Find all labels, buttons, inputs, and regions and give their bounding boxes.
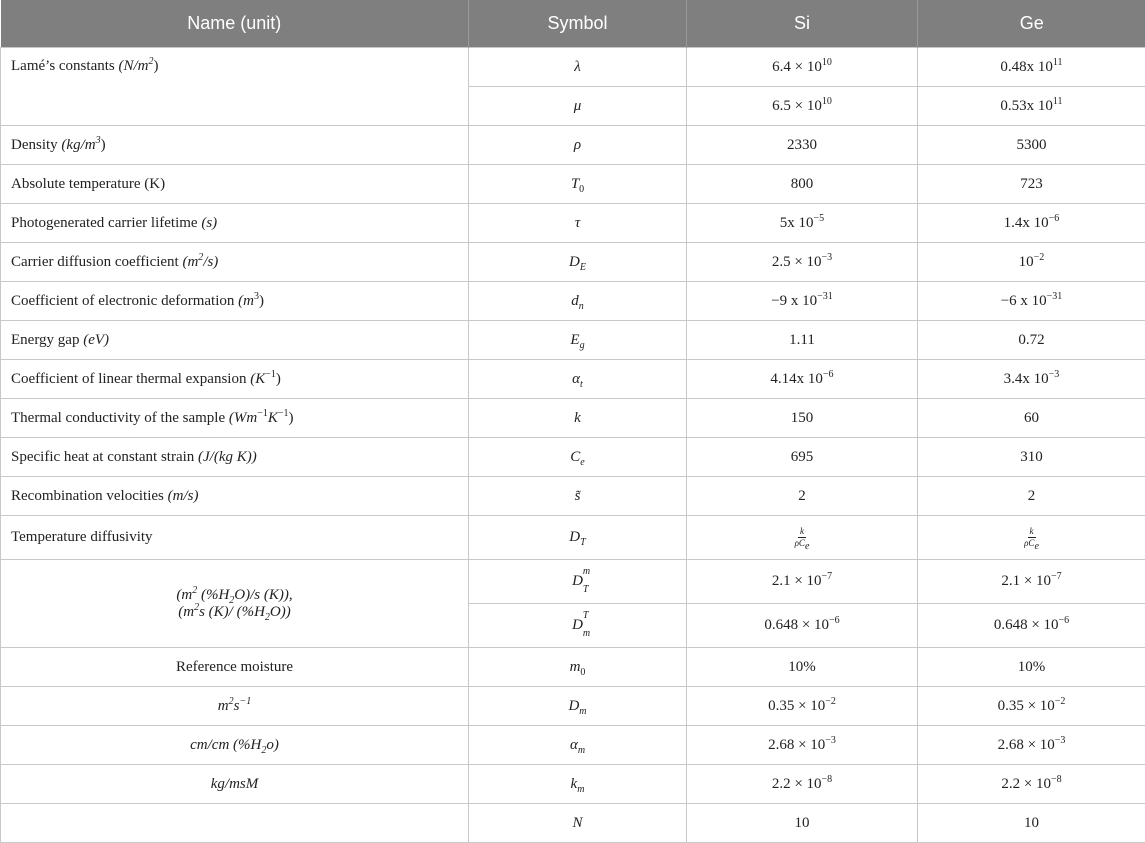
row-name: cm/cm $(\%H_2o)$	[1, 726, 469, 765]
header-si: Si	[687, 0, 918, 48]
row-symbol: $T_0$	[469, 165, 687, 204]
row-si: 10%	[687, 648, 918, 687]
row-ge: $10^{-2}$	[918, 243, 1145, 282]
row-si: 2330	[687, 126, 918, 165]
row-symbol: τ	[469, 204, 687, 243]
table-row	[1, 726, 1145, 765]
row-symbol: D T m	[469, 604, 687, 648]
row-name: Thermal conductivity of the sample $(Wm^{-1}K^{-1})$	[1, 399, 469, 438]
row-si: $0.648 \times 10^{-6}$	[687, 604, 918, 648]
row-symbol: $D_T$	[469, 516, 687, 560]
row-symbol: k	[469, 399, 687, 438]
row-name: Lamé’s constants $(N/m^2)$	[1, 48, 469, 126]
row-symbol: s̃	[469, 477, 687, 516]
row-si: 2	[687, 477, 918, 516]
table-row	[1, 243, 1145, 282]
row-symbol: $k_m$	[469, 765, 687, 804]
row-symbol: N	[469, 804, 687, 843]
row-si: $6.4 \times 10^{10}$	[687, 48, 918, 87]
row-si: $2.5 \times 10^{-3}$	[687, 243, 918, 282]
row-ge: −6 x $10^{-31}$	[918, 282, 1145, 321]
row-name: Coefficient of linear thermal expansion $(K^{-1})$	[1, 360, 469, 399]
row-ge: $0.648 \times 10^{-6}$	[918, 604, 1145, 648]
row-ge: $0.35 \times 10^{-2}$	[918, 687, 1145, 726]
fraction: $\frac{k}{\rho C_e}$	[1024, 527, 1039, 548]
row-ge	[918, 516, 1145, 560]
table-row	[1, 321, 1145, 360]
row-ge: $2.1 \times 10^{-7}$	[918, 560, 1145, 604]
table-row	[1, 438, 1145, 477]
row-si: 10	[687, 804, 918, 843]
table-row	[1, 126, 1145, 165]
row-symbol: μ	[469, 87, 687, 126]
row-si: −9 x $10^{-31}$	[687, 282, 918, 321]
header-symbol: Symbol	[469, 0, 687, 48]
row-ge: 10%	[918, 648, 1145, 687]
row-name: Recombination velocities (m/s)	[1, 477, 469, 516]
row-name: Carrier diffusion coefficient $(m^2/s)$	[1, 243, 469, 282]
row-name: Specific heat at constant strain (J/(kg K))	[1, 438, 469, 477]
row-ge: 0.48x $10^{11}$	[918, 48, 1145, 87]
header-row	[1, 0, 1145, 48]
row-ge: 0.53x $10^{11}$	[918, 87, 1145, 126]
row-name: ($m^2$ $(\%H_2O)/s$ (K)), ($m^2s$ (K)/ $(\%H_2O)$)	[1, 560, 469, 648]
row-si: 695	[687, 438, 918, 477]
table-row	[1, 560, 1145, 604]
row-si: $2.1 \times 10^{-7}$	[687, 560, 918, 604]
row-si: 800	[687, 165, 918, 204]
row-name: $m^2s^{-1}$	[1, 687, 469, 726]
row-name: kg/msM	[1, 765, 469, 804]
row-ge: 3.4x $10^{-3}$	[918, 360, 1145, 399]
row-symbol: $E_g$	[469, 321, 687, 360]
row-si: 150	[687, 399, 918, 438]
table-row	[1, 399, 1145, 438]
header-ge: Ge	[918, 0, 1145, 48]
table-row	[1, 804, 1145, 843]
row-si: 5x $10^{-5}$	[687, 204, 918, 243]
row-symbol: $C_e$	[469, 438, 687, 477]
table-row	[1, 687, 1145, 726]
row-si: $2.2 \times 10^{-8}$	[687, 765, 918, 804]
row-si	[687, 516, 918, 560]
row-name: Density $(kg/m^3)$	[1, 126, 469, 165]
row-ge: 310	[918, 438, 1145, 477]
row-ge: 723	[918, 165, 1145, 204]
row-ge: $2.68 \times 10^{-3}$	[918, 726, 1145, 765]
row-si: 1.11	[687, 321, 918, 360]
row-symbol: $\alpha_t$	[469, 360, 687, 399]
row-name: Absolute temperature (K)	[1, 165, 469, 204]
table-row	[1, 282, 1145, 321]
row-symbol: $m_0$	[469, 648, 687, 687]
table-row	[1, 765, 1145, 804]
row-ge: 2	[918, 477, 1145, 516]
table-row	[1, 477, 1145, 516]
table-row	[1, 360, 1145, 399]
row-symbol: $d_n$	[469, 282, 687, 321]
row-si: 4.14x $10^{-6}$	[687, 360, 918, 399]
row-symbol: D m T	[469, 560, 687, 604]
row-name: Coefficient of electronic deformation $(m^3)$	[1, 282, 469, 321]
row-symbol: λ	[469, 48, 687, 87]
row-symbol: $\alpha_m$	[469, 726, 687, 765]
table-row	[1, 516, 1145, 560]
table-row	[1, 165, 1145, 204]
row-ge: $2.2 \times 10^{-8}$	[918, 765, 1145, 804]
header-name-unit: Name (unit)	[1, 0, 469, 48]
row-symbol: $D_m$	[469, 687, 687, 726]
row-ge: 5300	[918, 126, 1145, 165]
row-ge: 1.4x $10^{-6}$	[918, 204, 1145, 243]
row-symbol: ρ	[469, 126, 687, 165]
row-name: Photogenerated carrier lifetime (s)	[1, 204, 469, 243]
row-si: $0.35 \times 10^{-2}$	[687, 687, 918, 726]
row-ge: 0.72	[918, 321, 1145, 360]
row-symbol: $D_E$	[469, 243, 687, 282]
row-ge: 10	[918, 804, 1145, 843]
table-row	[1, 204, 1145, 243]
row-si: $2.68 \times 10^{-3}$	[687, 726, 918, 765]
fraction: $\frac{k}{\rho C_e}$	[795, 527, 810, 548]
table-row	[1, 48, 1145, 87]
row-name: Energy gap (eV)	[1, 321, 469, 360]
row-name: Reference moisture	[1, 648, 469, 687]
row-ge: 60	[918, 399, 1145, 438]
row-name	[1, 804, 469, 843]
row-name: Temperature diffusivity	[1, 516, 469, 560]
table-row	[1, 648, 1145, 687]
row-si: $6.5 \times 10^{10}$	[687, 87, 918, 126]
